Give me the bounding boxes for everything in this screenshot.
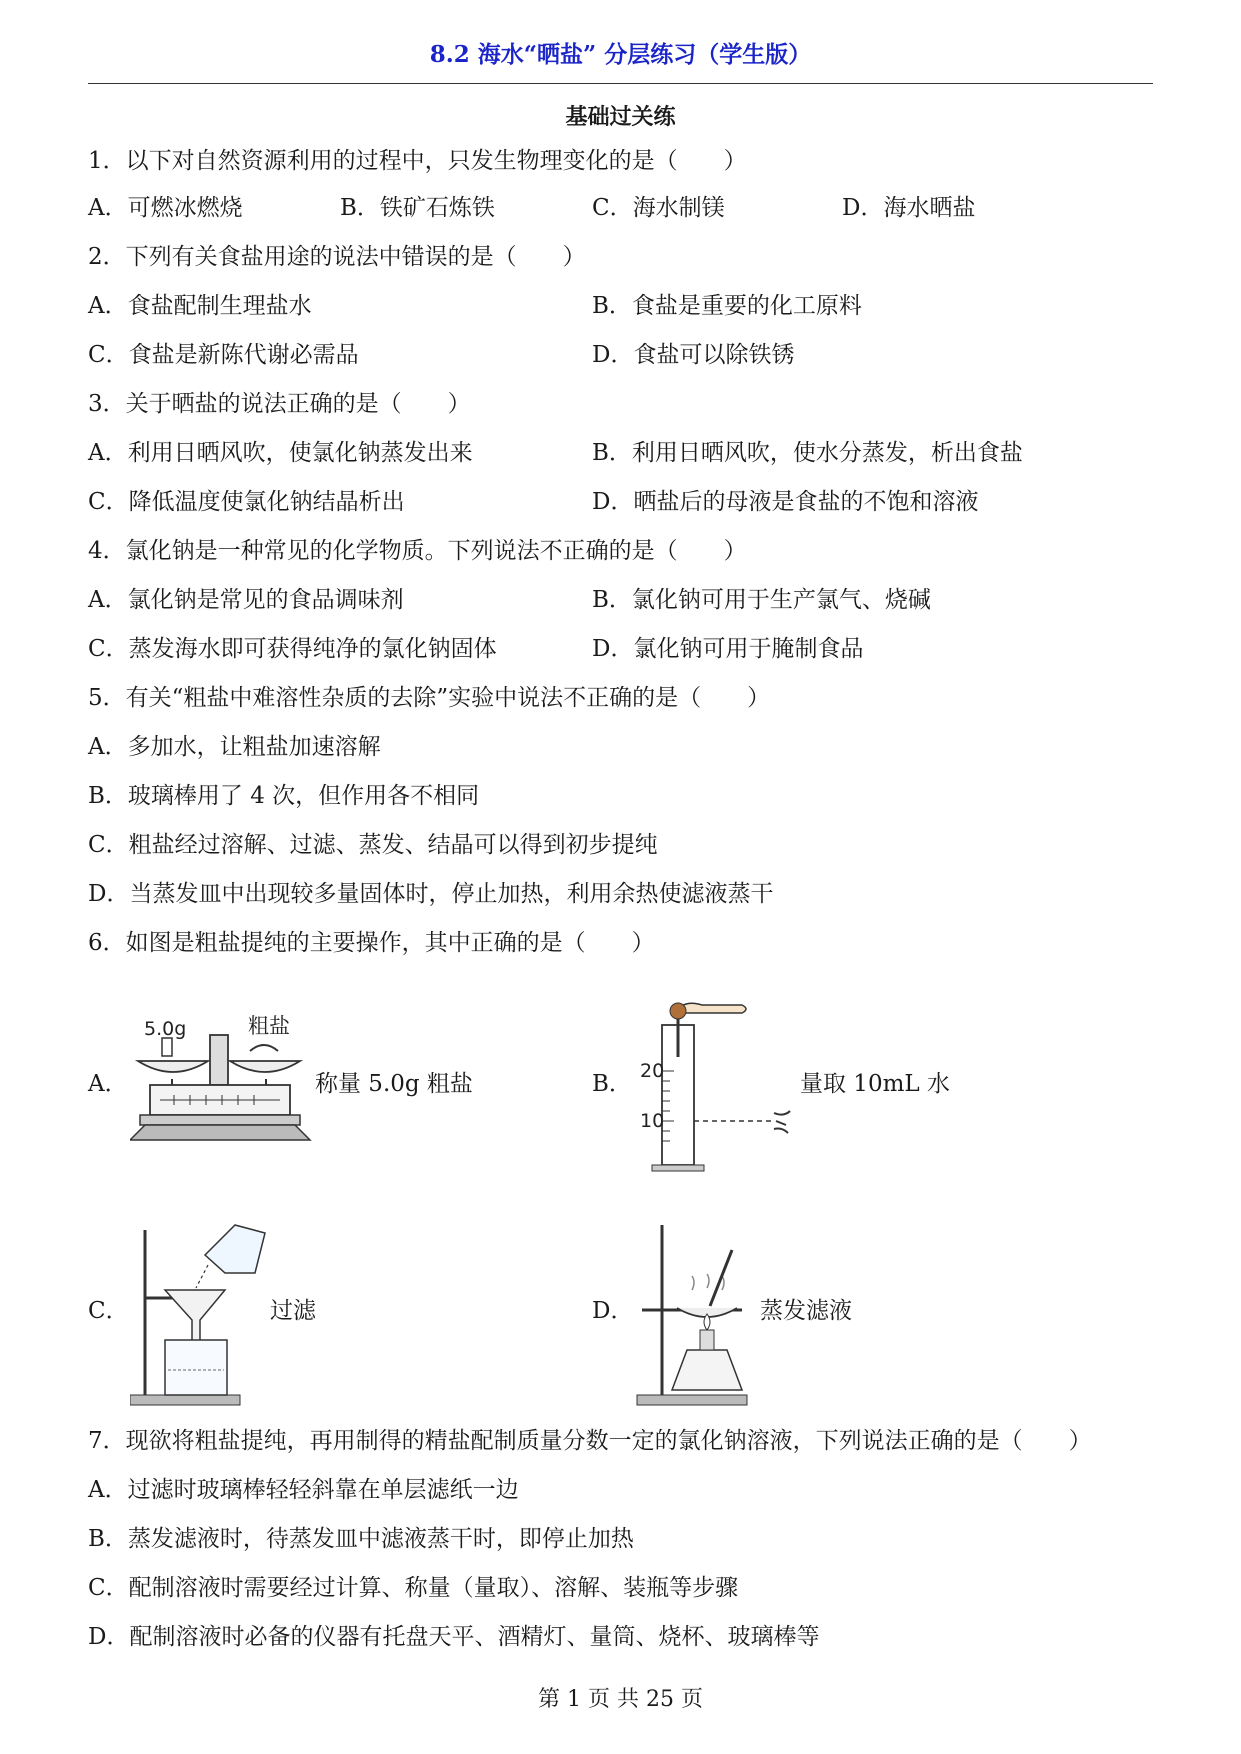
page-footer: 第 1 页 共 25 页 xyxy=(538,1687,703,1712)
q2-stem: 2．下列有关食盐用途的说法中错误的是（ ） xyxy=(88,244,586,270)
q7-option-d: D．配制溶液时必备的仪器有托盘天平、酒精灯、量筒、烧杯、玻璃棒等 xyxy=(88,1624,820,1650)
q1-stem: 1．以下对自然资源利用的过程中，只发生物理变化的是（ ） xyxy=(88,148,747,174)
q3-option-a: A．利用日晒风吹，使氯化钠蒸发出来 xyxy=(88,440,473,466)
balance-salt-label: 粗盐 xyxy=(248,1014,290,1038)
q5-option-b: B．玻璃棒用了 4 次，但作用各不相同 xyxy=(88,783,480,809)
graduated-cylinder-figure xyxy=(632,985,802,1185)
document-header: 8.2 海水“晒盐” 分层练习（学生版） xyxy=(429,41,812,68)
q4-option-d: D．氯化钠可用于腌制食品 xyxy=(592,636,864,662)
balance-figure xyxy=(130,1005,315,1150)
q7-option-b: B．蒸发滤液时，待蒸发皿中滤液蒸干时，即停止加热 xyxy=(88,1526,634,1552)
cylinder-tick-10: 10 xyxy=(640,1110,665,1132)
header-rule xyxy=(88,83,1153,84)
q2-option-d: D．食盐可以除铁锈 xyxy=(592,342,795,368)
cylinder-tick-20: 20 xyxy=(640,1060,665,1082)
q6-option-b-label: B． xyxy=(592,1071,632,1097)
q4-stem: 4．氯化钠是一种常见的化学物质。下列说法不正确的是（ ） xyxy=(88,538,747,564)
q3-option-c: C．降低温度使氯化钠结晶析出 xyxy=(88,489,405,515)
q2-option-b: B．食盐是重要的化工原料 xyxy=(592,293,862,319)
filtration-figure xyxy=(130,1210,280,1410)
q1-option-d: D．海水晒盐 xyxy=(842,195,976,221)
balance-mass-label: 5.0g xyxy=(144,1018,187,1040)
q6-option-d-label: D． xyxy=(592,1298,634,1324)
q7-option-a: A．过滤时玻璃棒轻轻斜靠在单层滤纸一边 xyxy=(88,1477,519,1503)
q1-option-a: A．可燃冰燃烧 xyxy=(88,195,243,221)
q5-option-a: A．多加水，让粗盐加速溶解 xyxy=(88,734,381,760)
q5-option-c: C．粗盐经过溶解、过滤、蒸发、结晶可以得到初步提纯 xyxy=(88,832,658,858)
q4-option-c: C．蒸发海水即可获得纯净的氯化钠固体 xyxy=(88,636,497,662)
q7-stem: 7．现欲将粗盐提纯，再用制得的精盐配制质量分数一定的氯化钠溶液，下列说法正确的是（ ） xyxy=(88,1428,1092,1454)
q4-option-a: A．氯化钠是常见的食品调味剂 xyxy=(88,587,404,613)
q7-option-c: C．配制溶液时需要经过计算、称量（量取）、溶解、装瓶等步骤 xyxy=(88,1575,739,1601)
q4-option-b: B．氯化钠可用于生产氯气、烧碱 xyxy=(592,587,931,613)
q6-option-a-text: 称量 5.0g 粗盐 xyxy=(315,1071,473,1097)
q5-stem: 5．有关“粗盐中难溶性杂质的去除”实验中说法不正确的是（ ） xyxy=(88,685,771,711)
q1-option-b: B．铁矿石炼铁 xyxy=(340,195,495,221)
section-title: 基础过关练 xyxy=(565,104,676,130)
q6-option-a-label: A． xyxy=(88,1071,128,1097)
q6-stem: 6．如图是粗盐提纯的主要操作，其中正确的是（ ） xyxy=(88,930,655,956)
q6-option-c-text: 过滤 xyxy=(270,1298,316,1324)
q6-option-b-text: 量取 10mL 水 xyxy=(800,1071,950,1097)
q6-option-c-label: C． xyxy=(88,1298,129,1324)
q2-option-c: C．食盐是新陈代谢必需品 xyxy=(88,342,359,368)
q3-option-d: D．晒盐后的母液是食盐的不饱和溶液 xyxy=(592,489,979,515)
q3-stem: 3．关于晒盐的说法正确的是（ ） xyxy=(88,391,471,417)
evaporation-figure xyxy=(632,1210,762,1410)
q6-option-d-text: 蒸发滤液 xyxy=(760,1298,852,1324)
q1-option-c: C．海水制镁 xyxy=(592,195,725,221)
q2-option-a: A．食盐配制生理盐水 xyxy=(88,293,312,319)
q5-option-d: D．当蒸发皿中出现较多量固体时，停止加热，利用余热使滤液蒸干 xyxy=(88,881,774,907)
q3-option-b: B．利用日晒风吹，使水分蒸发，析出食盐 xyxy=(592,440,1023,466)
